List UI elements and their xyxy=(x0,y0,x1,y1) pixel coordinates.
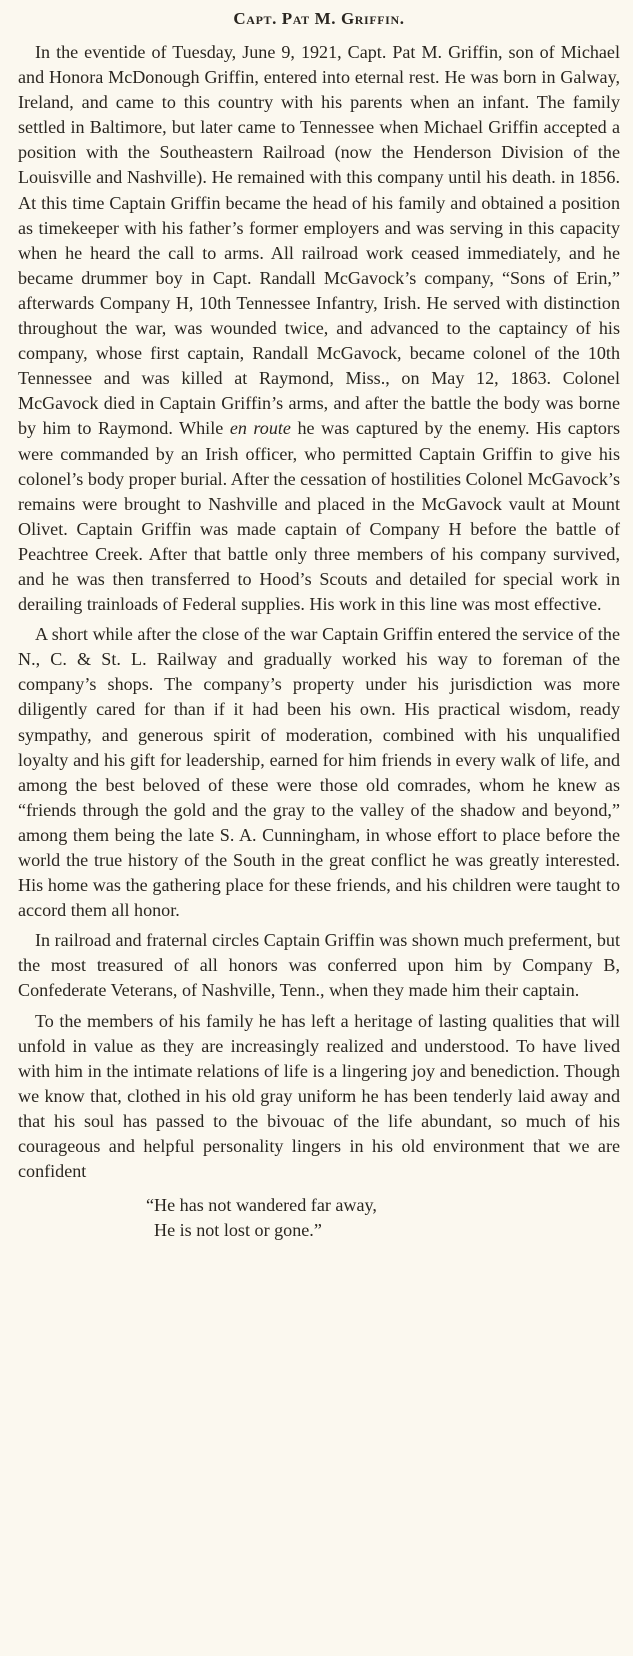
quote-line-1: “He has not wandered far away, xyxy=(146,1195,377,1216)
article-title: Capt. Pat M. Griffin. xyxy=(233,9,405,28)
paragraph-1-text-after: he was captured by the enemy. His captors were commanded by an Irish officer, who permitted Captain Griffin to give his colonel’s body proper burial. After the cessation of hostilities Colonel McGavock’s remains were brought to Nashville and placed in the McGavock vault at Mount Olivet. Captain Griffin was made captain of Company H before the battle of Peachtree Creek. After that battle only three members of his company survived, and he was then transferred to Hood’s Scouts and detailed for special work in derailing trainloads of Federal supplies. His work in this line was most effective. xyxy=(18,418,620,615)
quote-line-2: He is not lost or gone.” xyxy=(154,1220,322,1241)
paragraph-2: A short while after the close of the war Captain Griffin entered the service of the N., C. & St. L. Railway and gradually worked his way to foreman of the company’s shops. The company’s property under his jurisdiction was more diligently cared for than if it had been his own. His practical wisdom, ready sympathy, and generous spirit of moderation, combined with his unqualified loyalty and his gift for leadership, earned for him friends in every walk of life, and among the best beloved of these were those old comrades, whom he knew as “friends through the gold and the gray to the valley of the shadow and beyond,” among them being the late S. A. Cunningham, in whose effort to place before the world the true history of the South in the great conflict he was greatly interested. His home was the gathering place for these friends, and his children were taught to accord them all honor. xyxy=(18,624,620,921)
paragraph-1-italic-phrase: en route xyxy=(229,418,291,439)
paragraph-3: In railroad and fraternal circles Captain Griffin was shown much preferment, but the most treasured of all honors was conferred upon him by Company B, Confederate Veterans, of Nashville, Tenn., when they made him their captain. xyxy=(18,930,620,1001)
paragraph-1 xyxy=(18,40,620,617)
closing-quote xyxy=(18,1193,620,1243)
paragraph-1-text-before: In the eventide of Tuesday, June 9, 1921, Capt. Pat M. Griffin, son of Michael and Honora McDonough Griffin, entered into eternal rest. He was born in Galway, Ireland, and came to this country with his parents when an infant. The family settled in Baltimore, but later came to Tennessee when Michael Griffin accepted a position with the Southeastern Railroad (now the Henderson Division of the Louisville and Nashville). He remained with this company until his death. in 1856. At this time Captain Griffin became the head of his family and obtained a position as timekeeper with his father’s former employers and was serving in this capacity when he heard the call to arms. All railroad work ceased immediately, and he became drummer boy in Capt. Randall McGavock’s company, “Sons of Erin,” afterwards Company H, 10th Tennessee Infantry, Irish. He served with distinction throughout the war, was wounded twice, and advanced to the captaincy of his company, whose first captain, Randall McGavock, became colonel of the 10th Tennessee and was killed at Raymond, Miss., on May 12, 1863. Colonel McGavock died in Captain Griffin’s arms, and after the battle the body was borne by him to Raymond. While xyxy=(18,42,620,439)
paragraph-4: To the members of his family he has left a heritage of lasting qualities that will unfold in value as they are increasingly realized and understood. To have lived with him in the intimate relations of life is a lingering joy and benediction. Though we know that, clothed in his old gray uniform he has been tenderly laid away and that his soul has passed to the bivouac of the life abundant, so much of his courageous and helpful personality lingers in his old environment that we are confident xyxy=(18,1010,620,1182)
